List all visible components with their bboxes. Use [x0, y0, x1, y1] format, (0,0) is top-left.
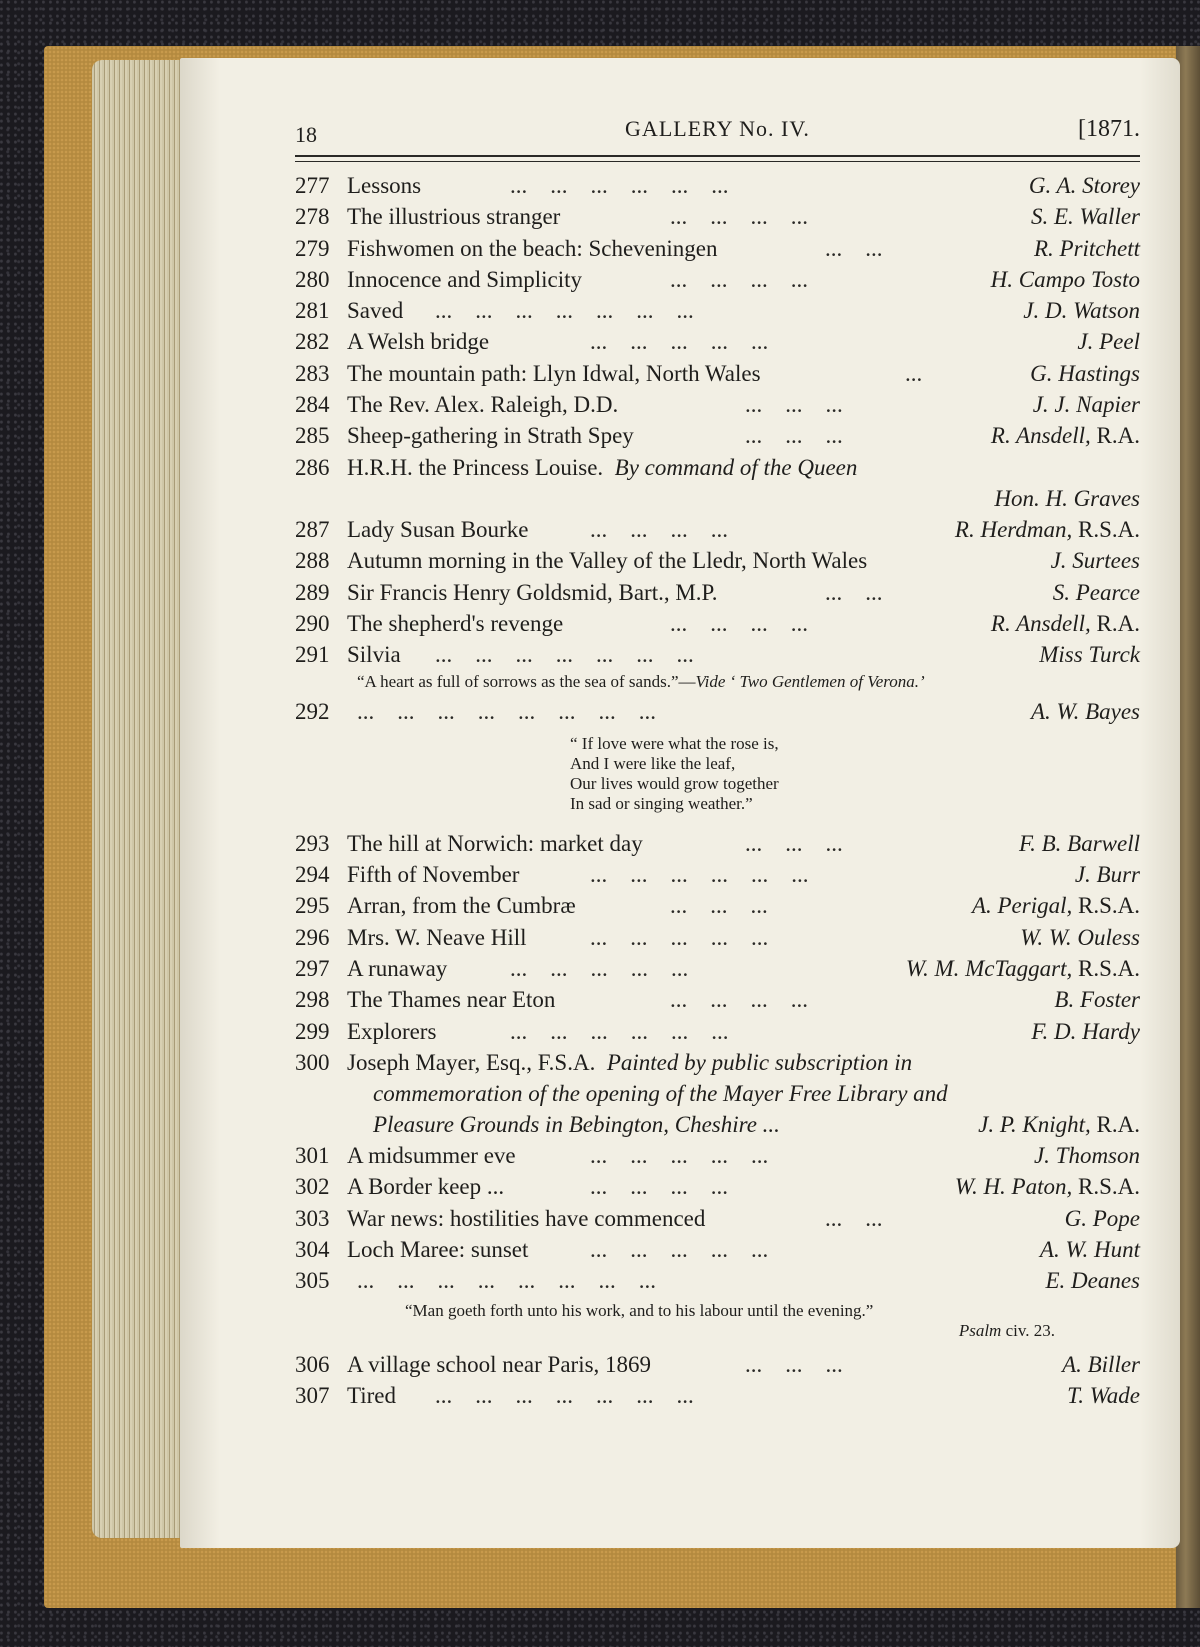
entry-artist: A. W. Bayes: [1030, 699, 1140, 725]
entry-artist: R. Pritchett: [1033, 235, 1140, 261]
entry-title: The shepherd's revenge: [347, 610, 564, 636]
entry-artist: H. Campo Tosto: [990, 266, 1140, 292]
entry-artist: W. M. McTaggart, R.S.A.: [905, 955, 1140, 981]
book-page: [180, 58, 1180, 1548]
entry-278: 278 The illustrious stranger ... ... ... ... S. E. Waller: [295, 201, 1140, 232]
entry-number: 297: [295, 955, 330, 981]
entry-title: Arran, from the Cumbræ: [347, 893, 576, 919]
entry-280: 280 Innocence and Simplicity ... ... ... ... H. Campo Tosto: [295, 264, 1140, 295]
quote-305: [295, 1297, 1140, 1349]
entry-number: 306: [295, 1351, 330, 1377]
entry-279: 279 Fishwomen on the beach: Scheveningen ... ... R. Pritchett: [295, 233, 1140, 264]
entry-artist: R. Ansdell, R.A.: [990, 610, 1140, 636]
entry-title: Autumn morning in the Valley of the Lledr, North Wales: [347, 548, 868, 574]
quote-text: “Man goeth forth unto his work, and to his labour until the evening.”: [405, 1300, 874, 1320]
entry-304: 304 Loch Maree: sunset ... ... ... ... ... A. W. Hunt: [295, 1234, 1140, 1265]
entry-282: 282 A Welsh bridge ... ... ... ... ... J. Peel: [295, 326, 1140, 357]
entry-artist: Miss Turck: [1039, 642, 1140, 668]
entry-301: 301 A midsummer eve ... ... ... ... ... J. Thomson: [295, 1140, 1140, 1171]
entry-number: 277: [295, 173, 330, 198]
entry-artist: G. Pope: [1064, 1205, 1140, 1231]
entry-artist: W. H. Paton, R.S.A.: [954, 1174, 1140, 1200]
running-header: [295, 116, 1140, 146]
entry-number: 302: [295, 1174, 330, 1200]
entry-artist: R. Herdman, R.S.A.: [954, 516, 1140, 542]
entry-286-artist-line: [295, 483, 1140, 514]
entry-299: 299 Explorers ... ... ... ... ... ... F. D. Hardy: [295, 1016, 1140, 1047]
quote-line: Our lives would grow together: [570, 773, 779, 793]
entry-number: 287: [295, 516, 330, 542]
page-number: 18: [295, 122, 317, 147]
header-rule: [295, 155, 1140, 162]
entry-artist: R. Ansdell, R.A.: [990, 423, 1140, 449]
entry-number: 299: [295, 1018, 330, 1044]
entry-artist: J. Surtees: [1050, 548, 1140, 574]
entry-298: 298 The Thames near Eton ... ... ... ... B. Foster: [295, 984, 1140, 1015]
entry-303: 303 War news: hostilities have commenced ... ... G. Pope: [295, 1203, 1140, 1234]
quote-291: [295, 670, 1140, 696]
quote-292: [295, 728, 1140, 828]
entry-artist: J. P. Knight, R.A.: [978, 1112, 1140, 1138]
entry-title: H.R.H. the Princess Louise. By command of the Queen: [347, 454, 858, 480]
entry-281: 281 Saved ... ... ... ... ... ... ... J. D. Watson: [295, 295, 1140, 326]
entry-number: 292: [295, 699, 330, 725]
entry-artist: S. E. Waller: [1030, 204, 1140, 230]
entry-291: 291 Silvia ... ... ... ... ... ... ... Miss Turck: [295, 639, 1140, 670]
entry-title: Explorers: [347, 1018, 437, 1044]
entry-title: Fishwomen on the beach: Scheveningen: [347, 235, 718, 261]
entry-number: 305: [295, 1268, 330, 1294]
entry-number: 281: [295, 298, 330, 324]
entry-292: 292 ... ... ... ... ... ... ... ... A. W. Bayes: [295, 696, 1140, 727]
entry-300-note-line: [295, 1078, 1140, 1109]
entry-286: [295, 452, 1140, 483]
entry-title: A Welsh bridge: [347, 329, 490, 355]
entry-title: Silvia: [347, 642, 401, 668]
entry-287: 287 Lady Susan Bourke ... ... ... ... R. Herdman, R.S.A.: [295, 514, 1140, 545]
entry-number: 288: [295, 548, 330, 574]
entry-number: 293: [295, 830, 330, 856]
entry-number: 300: [295, 1049, 330, 1075]
entry-title: Fifth of November: [347, 862, 520, 888]
entry-title: A runaway: [347, 955, 448, 981]
entry-305: 305 ... ... ... ... ... ... ... ... E. Deanes: [295, 1265, 1140, 1296]
entry-number: 304: [295, 1237, 330, 1263]
entry-number: 286: [295, 454, 330, 480]
entry-number: 285: [295, 423, 330, 449]
entry-number: 294: [295, 862, 330, 888]
quote-source: Vide ‘ Two Gentlemen of Verona.’: [695, 672, 925, 692]
entry-title: The Rev. Alex. Raleigh, D.D.: [347, 392, 619, 418]
entry-284: 284 The Rev. Alex. Raleigh, D.D. ... ... ... J. J. Napier: [295, 389, 1140, 420]
entry-number: 295: [295, 893, 330, 919]
entry-artist: J. D. Watson: [1023, 298, 1140, 324]
entry-note: By command of the Queen: [614, 454, 858, 480]
entry-title: Joseph Mayer, Esq., F.S.A. Painted by public subscription in: [347, 1049, 913, 1075]
entry-title: A Border keep ...: [347, 1174, 505, 1200]
quote-line: “ If love were what the rose is,: [570, 733, 779, 753]
entry-307: 307 Tired ... ... ... ... ... ... ... T. Wade: [295, 1380, 1140, 1411]
entry-artist: J. J. Napier: [1032, 392, 1140, 418]
entry-number: 301: [295, 1143, 330, 1169]
entry-artist: S. Pearce: [1052, 579, 1140, 605]
entry-artist: Hon. H. Graves: [994, 485, 1140, 511]
entry-title: Lady Susan Bourke: [347, 516, 529, 542]
entry-title: The hill at Norwich: market day: [347, 830, 643, 856]
entry-number: 290: [295, 610, 330, 636]
entry-297: 297 A runaway ... ... ... ... ... W. M. McTaggart, R.S.A.: [295, 953, 1140, 984]
entry-number: 291: [295, 642, 330, 668]
entry-289: 289 Sir Francis Henry Goldsmid, Bart., M.P. ... ... S. Pearce: [295, 577, 1140, 608]
entry-note: commemoration of the opening of the Mayer Free Library and: [373, 1081, 948, 1107]
entry-title: Innocence and Simplicity: [347, 266, 583, 292]
entry-295: 295 Arran, from the Cumbræ ... ... ... A. Perigal, R.S.A.: [295, 890, 1140, 921]
quote-line: And I were like the leaf,: [570, 753, 736, 773]
entry-title: Lessons: [347, 173, 422, 198]
entry-artist: A. Biller: [1062, 1351, 1140, 1377]
entry-title: A village school near Paris, 1869: [347, 1351, 652, 1377]
entry-number: 280: [295, 266, 330, 292]
entry-number: 283: [295, 360, 330, 386]
entry-title: Saved: [347, 298, 404, 324]
quote-source: Psalm civ. 23.: [958, 1320, 1055, 1340]
entry-artist: J. Thomson: [1033, 1143, 1140, 1169]
entry-artist: E. Deanes: [1045, 1268, 1140, 1294]
entry-number: 289: [295, 579, 330, 605]
entry-artist: G. Hastings: [1030, 360, 1140, 386]
entry-artist: F. B. Barwell: [1019, 830, 1140, 856]
entry-artist: W. W. Ouless: [1020, 924, 1140, 950]
page-title: GALLERY No. IV.: [625, 116, 810, 141]
entry-title: Loch Maree: sunset: [347, 1237, 529, 1263]
entry-283: 283 The mountain path: Llyn Idwal, North Wales ... G. Hastings: [295, 358, 1140, 389]
entry-number: 298: [295, 987, 330, 1013]
entry-number: 278: [295, 204, 330, 230]
entry-number: 307: [295, 1382, 330, 1408]
entry-285: 285 Sheep-gathering in Strath Spey ... ... ... R. Ansdell, R.A.: [295, 420, 1140, 451]
entry-number: 284: [295, 392, 330, 418]
entry-306: 306 A village school near Paris, 1869 ... ... ... A. Biller: [295, 1349, 1140, 1380]
entry-number: 282: [295, 329, 330, 355]
entry-note: Painted by public subscription in: [606, 1049, 913, 1075]
entry-artist: A. Perigal, R.S.A.: [971, 893, 1140, 919]
entry-artist: J. Peel: [1077, 329, 1140, 355]
entry-title: A midsummer eve: [347, 1143, 516, 1169]
entry-288: [295, 545, 1140, 576]
entry-number: 303: [295, 1205, 330, 1231]
entry-300: [295, 1047, 1140, 1078]
quote-text: “A heart as full of sorrows as the sea of sands.”—: [357, 672, 696, 692]
entry-artist: B. Foster: [1054, 987, 1140, 1013]
entry-artist: T. Wade: [1067, 1382, 1140, 1408]
entry-300-note-line: [295, 1109, 1140, 1140]
entry-293: 293 The hill at Norwich: market day ... ... ... F. B. Barwell: [295, 828, 1140, 859]
entry-title: War news: hostilities have commenced: [347, 1205, 706, 1231]
entry-title: Sheep-gathering in Strath Spey: [347, 423, 634, 449]
catalogue-entries: [295, 170, 1140, 1411]
entry-number: 296: [295, 924, 330, 950]
entry-294: 294 Fifth of November ... ... ... ... ... ... J. Burr: [295, 859, 1140, 890]
entry-artist: A. W. Hunt: [1039, 1237, 1140, 1263]
quote-line: In sad or singing weather.”: [570, 793, 753, 813]
entry-302: 302 A Border keep ... ... ... ... ... W. H. Paton, R.S.A.: [295, 1171, 1140, 1202]
entry-title: Tired: [347, 1382, 396, 1408]
entry-artist: G. A. Storey: [1028, 173, 1140, 198]
entry-title: The mountain path: Llyn Idwal, North Wales: [347, 360, 761, 386]
entry-title: The Thames near Eton: [347, 987, 556, 1013]
entry-title: Sir Francis Henry Goldsmid, Bart., M.P.: [347, 579, 718, 605]
entry-note: Pleasure Grounds in Bebington, Cheshire ...: [373, 1112, 780, 1138]
entry-artist: J. Burr: [1074, 862, 1140, 888]
page-edges: [92, 60, 192, 1538]
entry-number: 279: [295, 235, 330, 261]
entry-artist: F. D. Hardy: [1031, 1018, 1140, 1044]
entry-277: 277 Lessons ... ... ... ... ... ... G. A. Storey: [295, 170, 1140, 201]
entry-title: Mrs. W. Neave Hill: [347, 924, 527, 950]
entry-title: The illustrious stranger: [347, 204, 561, 230]
entry-290: 290 The shepherd's revenge ... ... ... ... R. Ansdell, R.A.: [295, 608, 1140, 639]
entry-296: 296 Mrs. W. Neave Hill ... ... ... ... ... W. W. Ouless: [295, 922, 1140, 953]
page-year: [1871.: [1078, 116, 1140, 142]
